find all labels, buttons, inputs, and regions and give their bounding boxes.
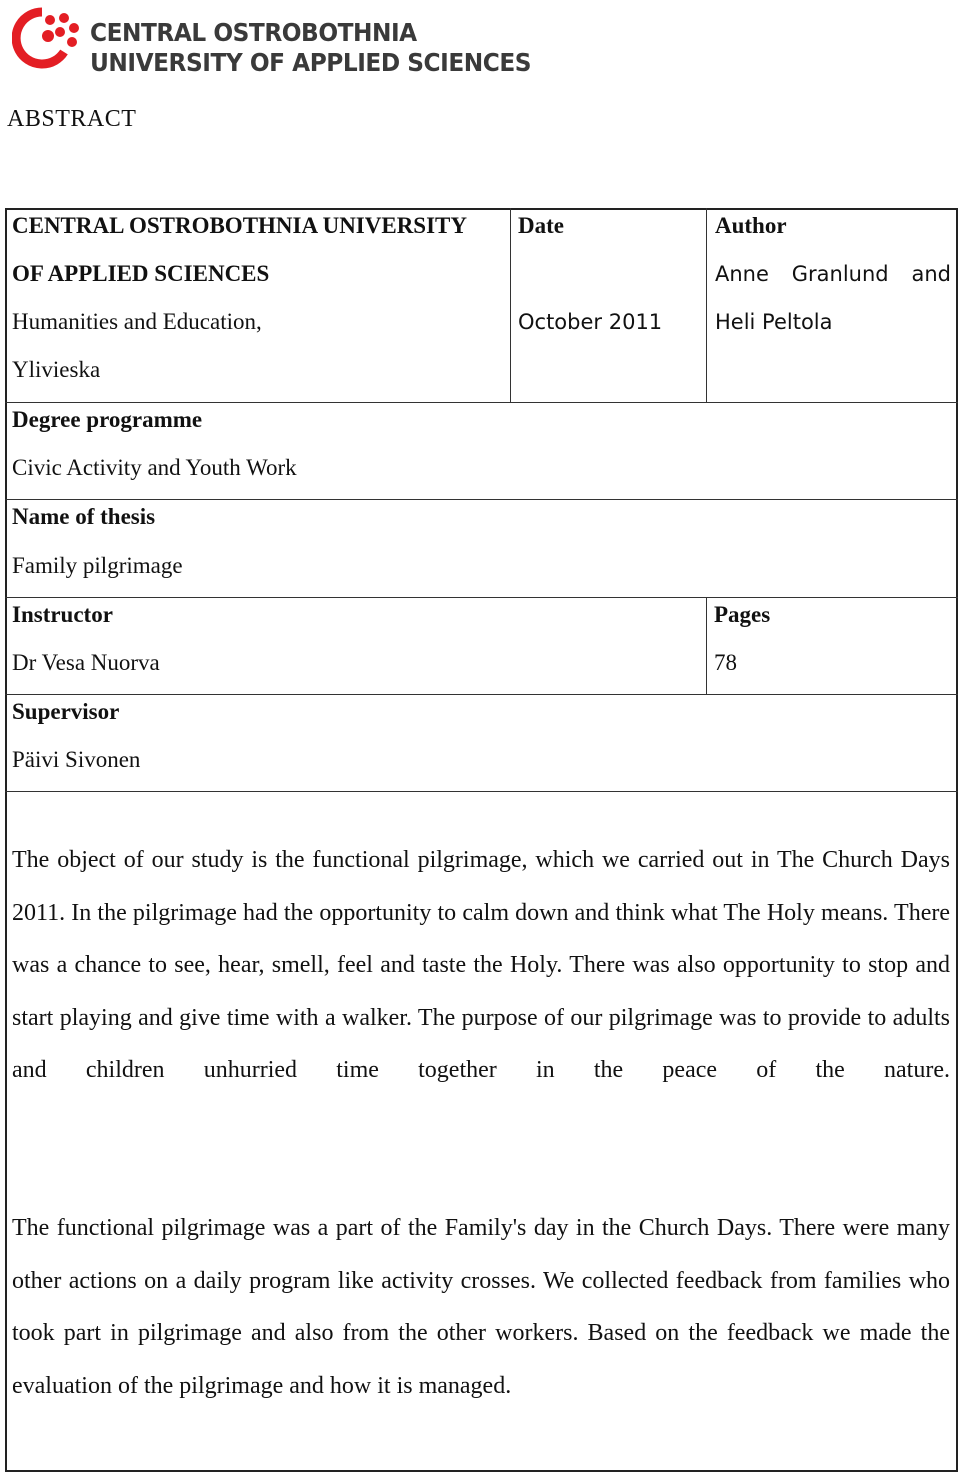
date-label: Date [518, 213, 564, 238]
faculty-line2: Ylivieska [12, 357, 101, 382]
degree-programme-value: Civic Activity and Youth Work [12, 455, 297, 480]
pages-label: Pages [714, 602, 771, 627]
pages-value: 78 [714, 650, 737, 675]
row-divider [5, 597, 958, 598]
author-line2: Heli Peltola [715, 310, 833, 334]
university-name-line2: OF APPLIED SCIENCES [12, 261, 270, 286]
university-name-line1: CENTRAL OSTROBOTHNIA UNIVERSITY [12, 213, 468, 238]
row-divider [5, 694, 958, 695]
author-label: Author [715, 213, 787, 238]
column-divider [510, 208, 511, 402]
supervisor-value: Päivi Sivonen [12, 747, 141, 772]
logo-line-2: UNIVERSITY OF APPLIED SCIENCES [90, 48, 532, 77]
logo-text [90, 18, 531, 78]
abstract-paragraph-1: The object of our study is the functional pilgrimage, which we carried out in The Church Days 2011. In the pilgrimage had the opportunity to calm down and think what The Holy means. There was a chance to see, hear, smell, feel and taste the Holy. There was also opportunity to stop and start playing and give time with a walker. The purpose of our pilgrimage was to provide to adults and children unhurried time together in the peace of the nature. [12, 847, 950, 1083]
column-divider [706, 208, 707, 402]
thesis-name-value: Family pilgrimage [12, 553, 183, 578]
column-divider [706, 597, 707, 694]
university-logo-icon [12, 6, 82, 72]
degree-programme-label: Degree programme [12, 407, 203, 432]
faculty-line1: Humanities and Education, [12, 309, 262, 334]
logo-line-1: CENTRAL OSTROBOTHNIA [90, 18, 417, 47]
university-logo [12, 6, 532, 77]
author-line1: Anne Granlund and [715, 262, 951, 286]
instructor-value: Dr Vesa Nuorva [12, 650, 160, 675]
abstract-paragraph-2: The functional pilgrimage was a part of the Family's day in the Church Days. There were many other actions on a daily program like activity crosses. We collected feedback from families who took part in pilgrimage and also from the other workers. Based on the feedback we made the evaluation of the pilgrimage and how it is managed. [12, 1215, 950, 1399]
page-title: ABSTRACT [7, 106, 137, 132]
row-divider [5, 791, 958, 792]
thesis-name-label: Name of thesis [12, 504, 156, 529]
date-value: October 2011 [518, 310, 663, 334]
supervisor-label: Supervisor [12, 699, 120, 724]
instructor-label: Instructor [12, 602, 113, 627]
